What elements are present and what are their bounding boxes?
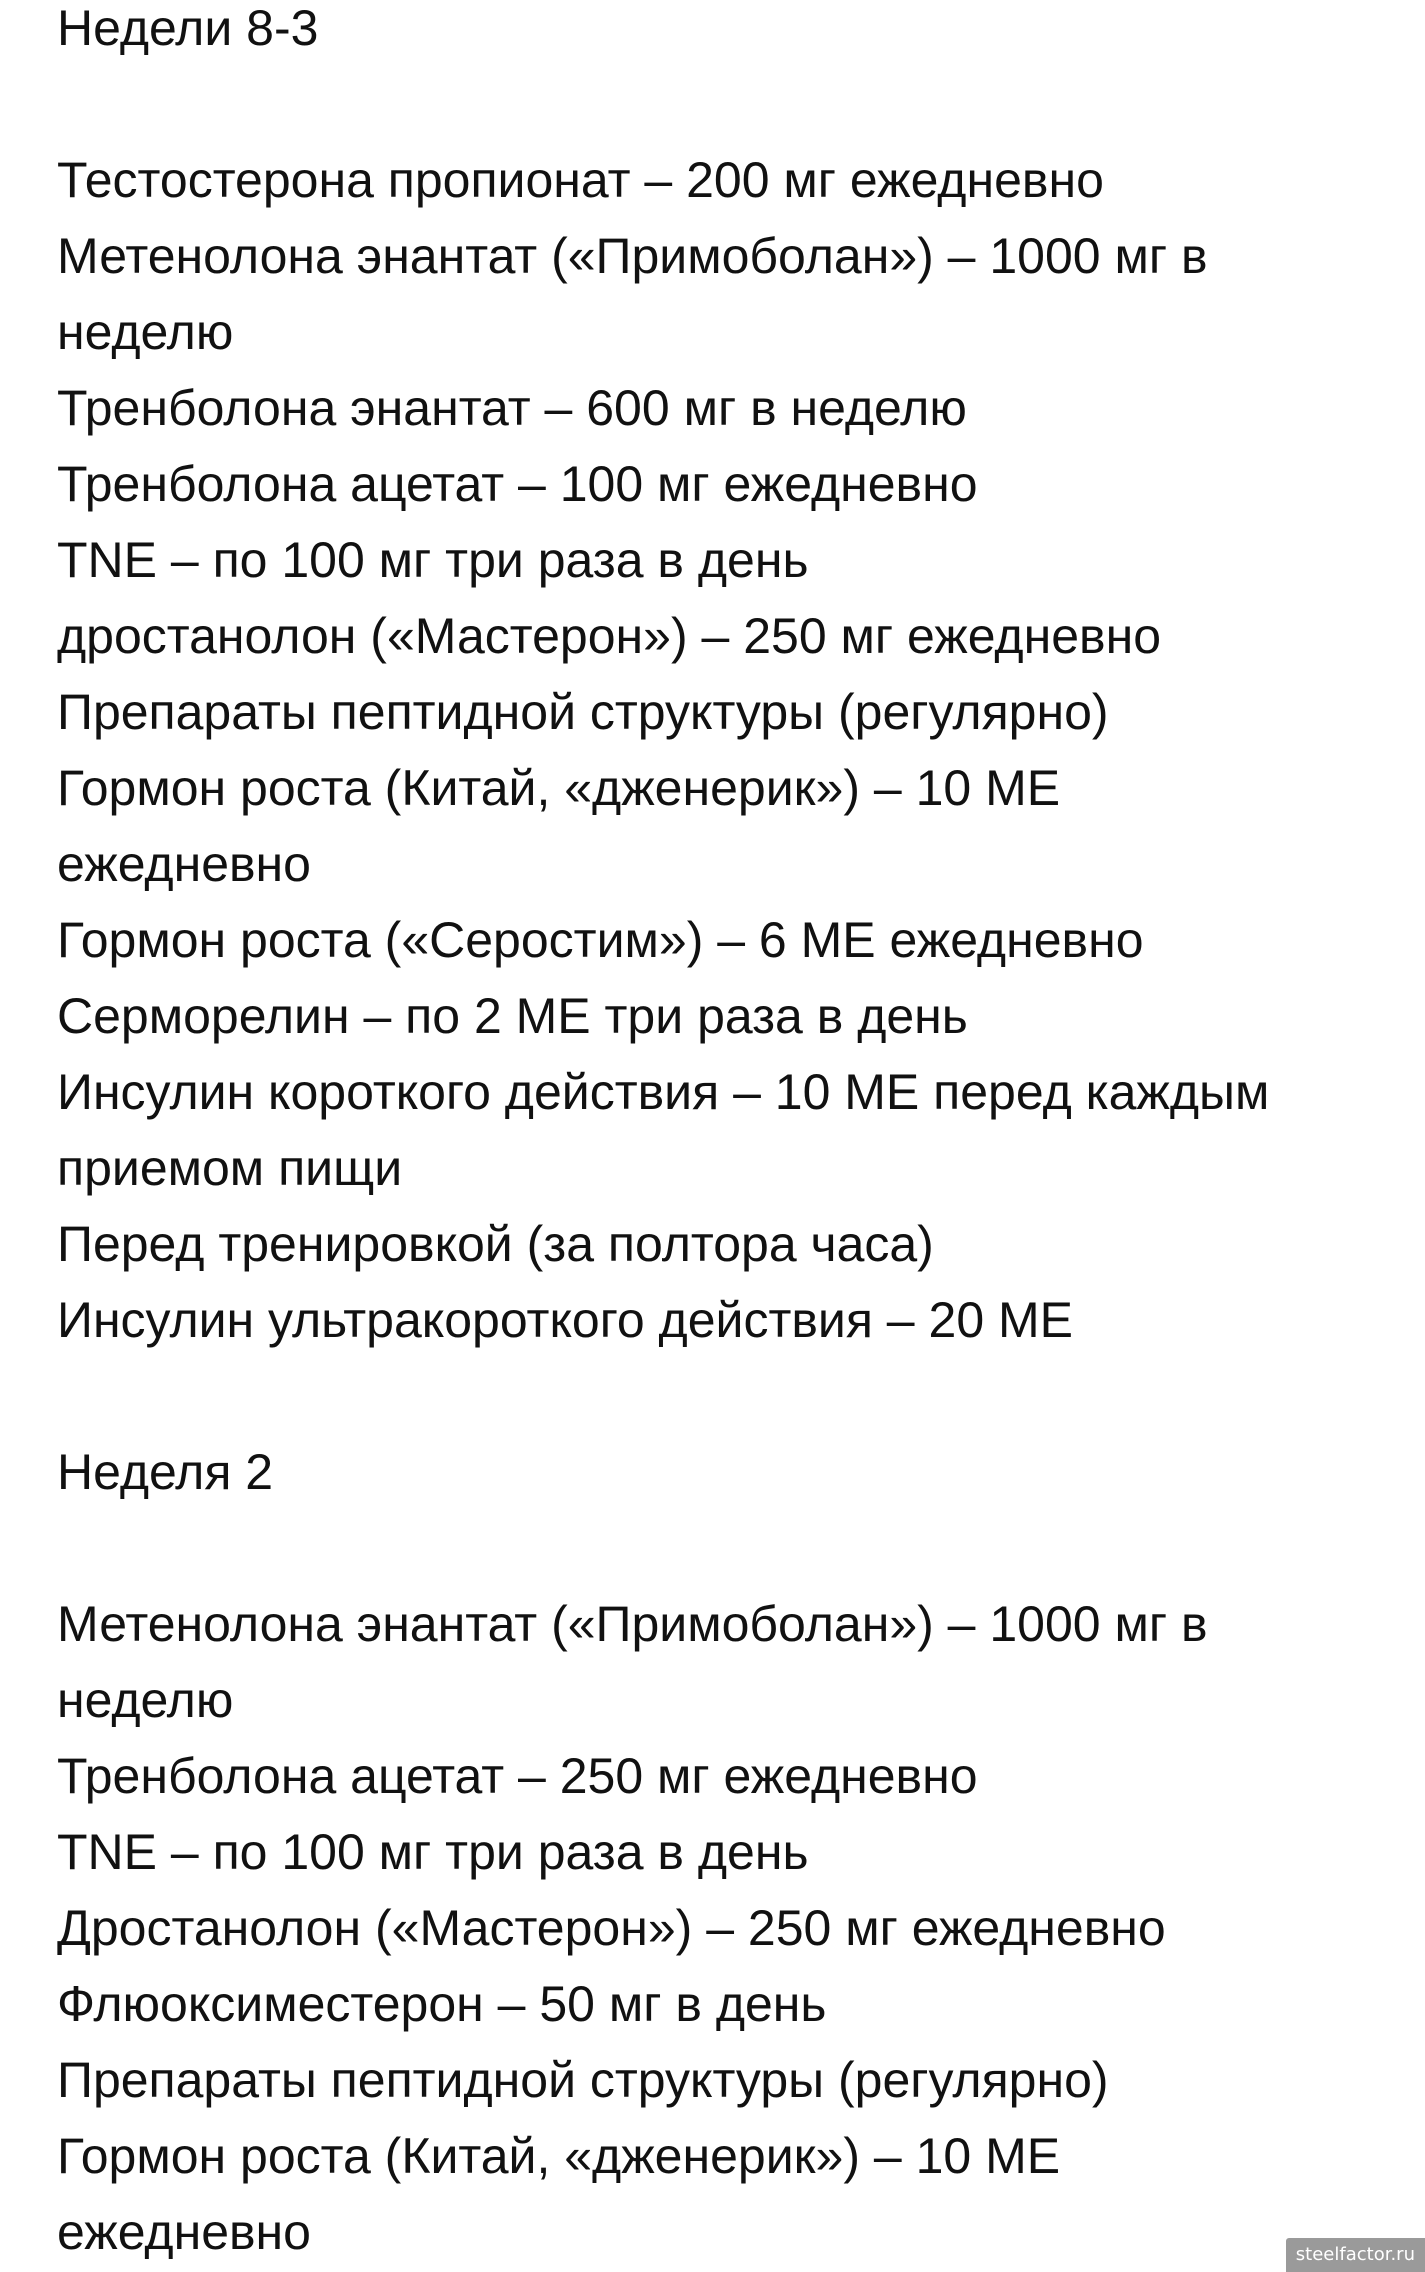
watermark-label: steelfactor.ru: [1286, 2238, 1425, 2272]
list-item: TNE – по 100 мг три раза в день: [57, 532, 809, 588]
list-item: Гормон роста (Китай, «дженерик») – 10 МЕ: [57, 2128, 1061, 2184]
list-item: Тестостерона пропионат – 200 мг ежедневно: [57, 152, 1104, 208]
list-item: ежедневно: [57, 2204, 311, 2260]
list-item: Серморелин – по 2 МЕ три раза в день: [57, 988, 968, 1044]
list-item: Гормон роста («Серостим») – 6 МЕ ежедневно: [57, 912, 1144, 968]
list-item: Препараты пептидной структуры (регулярно): [57, 2052, 1109, 2108]
list-item: Дростанолон («Мастерон») – 250 мг ежедневно: [57, 1900, 1166, 1956]
list-item: Флюоксиместерон – 50 мг в день: [57, 1976, 827, 2032]
list-item: Тренболона ацетат – 100 мг ежедневно: [57, 456, 978, 512]
list-item: неделю: [57, 304, 234, 360]
section-title-week-2: Неделя 2: [57, 1444, 274, 1500]
list-item: Препараты пептидной структуры (регулярно): [57, 684, 1109, 740]
list-item: неделю: [57, 1672, 234, 1728]
list-item: Метенолона энантат («Примоболан») – 1000 мг в: [57, 1596, 1208, 1652]
list-item: Тренболона ацетат – 250 мг ежедневно: [57, 1748, 978, 1804]
list-item: Тренболона энантат – 600 мг в неделю: [57, 380, 967, 436]
list-item: дростанолон («Мастерон») – 250 мг ежедневно: [57, 608, 1162, 664]
document-body: [57, 0, 1397, 2270]
section-spacer: [57, 1358, 1397, 1434]
list-item: Инсулин ультракороткого действия – 20 МЕ: [57, 1292, 1074, 1348]
section-title-weeks-8-3: Недели 8-3: [57, 0, 319, 56]
section-2-list: [57, 1586, 1397, 2270]
list-item: Метенолона энантат («Примоболан») – 1000 мг в: [57, 228, 1208, 284]
list-item: приемом пищи: [57, 1140, 403, 1196]
list-item: Перед тренировкой (за полтора часа): [57, 1216, 934, 1272]
list-item: TNE – по 100 мг три раза в день: [57, 1824, 809, 1880]
list-item: Инсулин короткого действия – 10 МЕ перед каждым: [57, 1064, 1270, 1120]
list-item: Гормон роста (Китай, «дженерик») – 10 МЕ: [57, 760, 1061, 816]
list-item: ежедневно: [57, 836, 311, 892]
section-1-list: [57, 142, 1397, 1358]
